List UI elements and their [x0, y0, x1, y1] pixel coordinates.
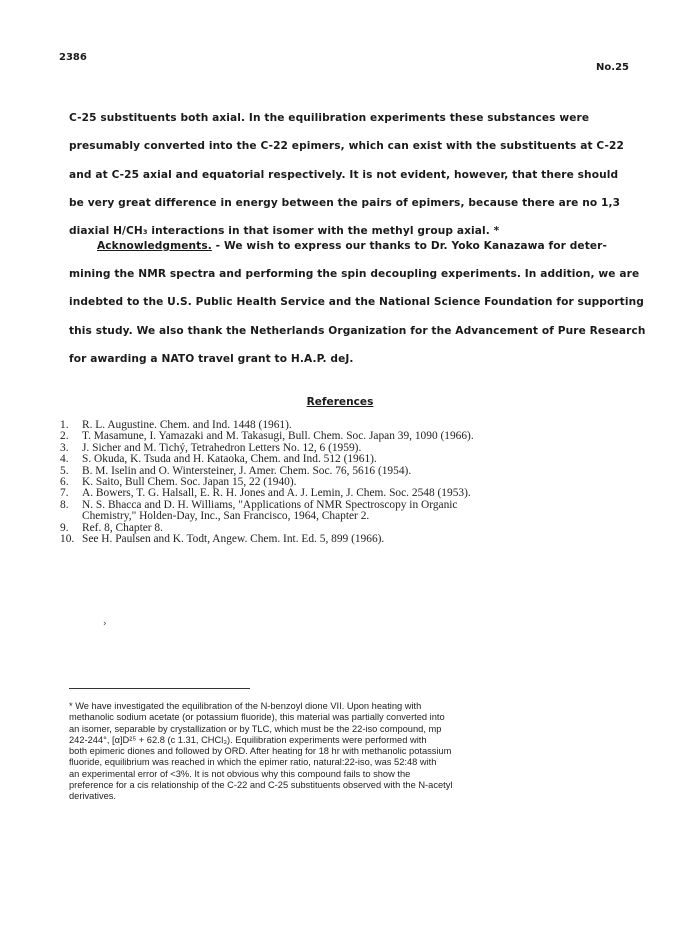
- body-line: diaxial H/CH₃ interactions in that isomer with the methyl group axial. *: [69, 225, 500, 237]
- ack-first-line: [97, 240, 607, 252]
- issue-number: No.25: [596, 62, 629, 73]
- stray-mark: ›: [103, 619, 107, 629]
- footnote-line: an isomer, separable by crystallization or by TLC, which must be the 22-iso compound, mp: [69, 723, 442, 734]
- reference-number: 7.: [60, 487, 69, 500]
- footnote-line: * We have investigated the equilibration of the N-benzoyl dione VII. Upon heating with: [69, 701, 422, 711]
- reference-text: N. S. Bhacca and D. H. Williams, "Applications of NMR Spectroscopy in Organic: [82, 498, 458, 511]
- footnote-line: an experimental error of <3%. It is not obvious why this compound fails to show the: [69, 768, 411, 779]
- reference-number: 4.: [60, 453, 69, 466]
- reference-number: 10.: [60, 533, 75, 546]
- body-line: C-25 substituents both axial. In the equilibration experiments these substances were: [69, 112, 590, 124]
- reference-text: K. Saito, Bull Chem. Soc. Japan 15, 22 (1940).: [82, 476, 297, 489]
- footnote-divider: [69, 688, 250, 689]
- footnote-line: methanolic sodium acetate (or potassium fluoride), this material was partially converted into: [69, 712, 445, 723]
- body-line: and at C-25 axial and equatorial respectively. It is not evident, however, that there should: [69, 169, 619, 181]
- body-line: be very great difference in energy between the pairs of epimers, because there are no 1,3: [69, 197, 621, 209]
- references-heading: References: [306, 396, 374, 408]
- footnote-line: preference for a cis relationship of the C-22 and C-25 substituents observed with the N-acetyl: [69, 780, 453, 791]
- reference-continuation: Chemistry," Holden-Day, Inc., San Francisco, 1964, Chapter 2.: [82, 510, 370, 523]
- page-number: 2386: [59, 52, 87, 63]
- ack-line: mining the NMR spectra and performing the spin decoupling experiments. In addition, we are: [69, 268, 640, 280]
- footnote: [69, 701, 649, 803]
- reference-text: B. M. Iselin and O. Wintersteiner, J. Amer. Chem. Soc. 76, 5616 (1954).: [82, 464, 412, 477]
- references-list: [60, 420, 650, 545]
- reference-text: See H. Paulsen and K. Todt, Angew. Chem. Int. Ed. 5, 899 (1966).: [82, 533, 385, 546]
- reference-text: S. Okuda, K. Tsuda and H. Kataoka, Chem. and Ind. 512 (1961).: [82, 453, 377, 466]
- reference-number: 3.: [60, 441, 69, 454]
- reference-number: 2.: [60, 430, 69, 443]
- reference-number: 5.: [60, 464, 69, 477]
- ack-line: this study. We also thank the Netherlands Organization for the Advancement of Pure Research: [69, 325, 646, 337]
- footnote-line: fluoride, equilibrium was reached in which the epimer ratio, natural:22-iso, was 52:48 with: [69, 757, 437, 768]
- reference-text: R. L. Augustine. Chem. and Ind. 1448 (1961).: [82, 419, 292, 431]
- reference-text: J. Sicher and M. Tichý, Tetrahedron Letters No. 12, 6 (1959).: [82, 441, 362, 454]
- ack-line: indebted to the U.S. Public Health Service and the National Science Foundation for supporting: [69, 296, 644, 308]
- body-line: presumably converted into the C-22 epimers, which can exist with the substituents at C-22: [69, 140, 624, 152]
- ack-heading: Acknowledgments.: [97, 240, 212, 252]
- footnote-line: 242-244°, [α]D²⁵ + 62.8 (c 1.31, CHCl₃). Equilibration experiments were performed with: [69, 734, 427, 745]
- reference-number: 8.: [60, 498, 69, 511]
- ack-line: - We wish to express our thanks to Dr. Yoko Kanazawa for deter-: [211, 240, 607, 252]
- reference-text: T. Masamune, I. Yamazaki and M. Takasugi, Bull. Chem. Soc. Japan 39, 1090 (1966).: [82, 430, 474, 443]
- reference-text: A. Bowers, T. G. Halsall, E. R. H. Jones and A. J. Lemin, J. Chem. Soc. 2548 (1953).: [82, 487, 471, 500]
- reference-number: 6.: [60, 476, 69, 489]
- ack-line: for awarding a NATO travel grant to H.A.P. deJ.: [69, 353, 354, 365]
- footnote-line: both epimeric diones and followed by ORD. After heating for 18 hr with methanolic potassium: [69, 746, 452, 757]
- reference-text: Ref. 8, Chapter 8.: [82, 521, 163, 534]
- footnote-line: derivatives.: [69, 791, 117, 802]
- reference-item: [60, 534, 650, 545]
- reference-number: 1.: [60, 419, 69, 431]
- reference-item: [60, 454, 650, 465]
- reference-number: 9.: [60, 521, 69, 534]
